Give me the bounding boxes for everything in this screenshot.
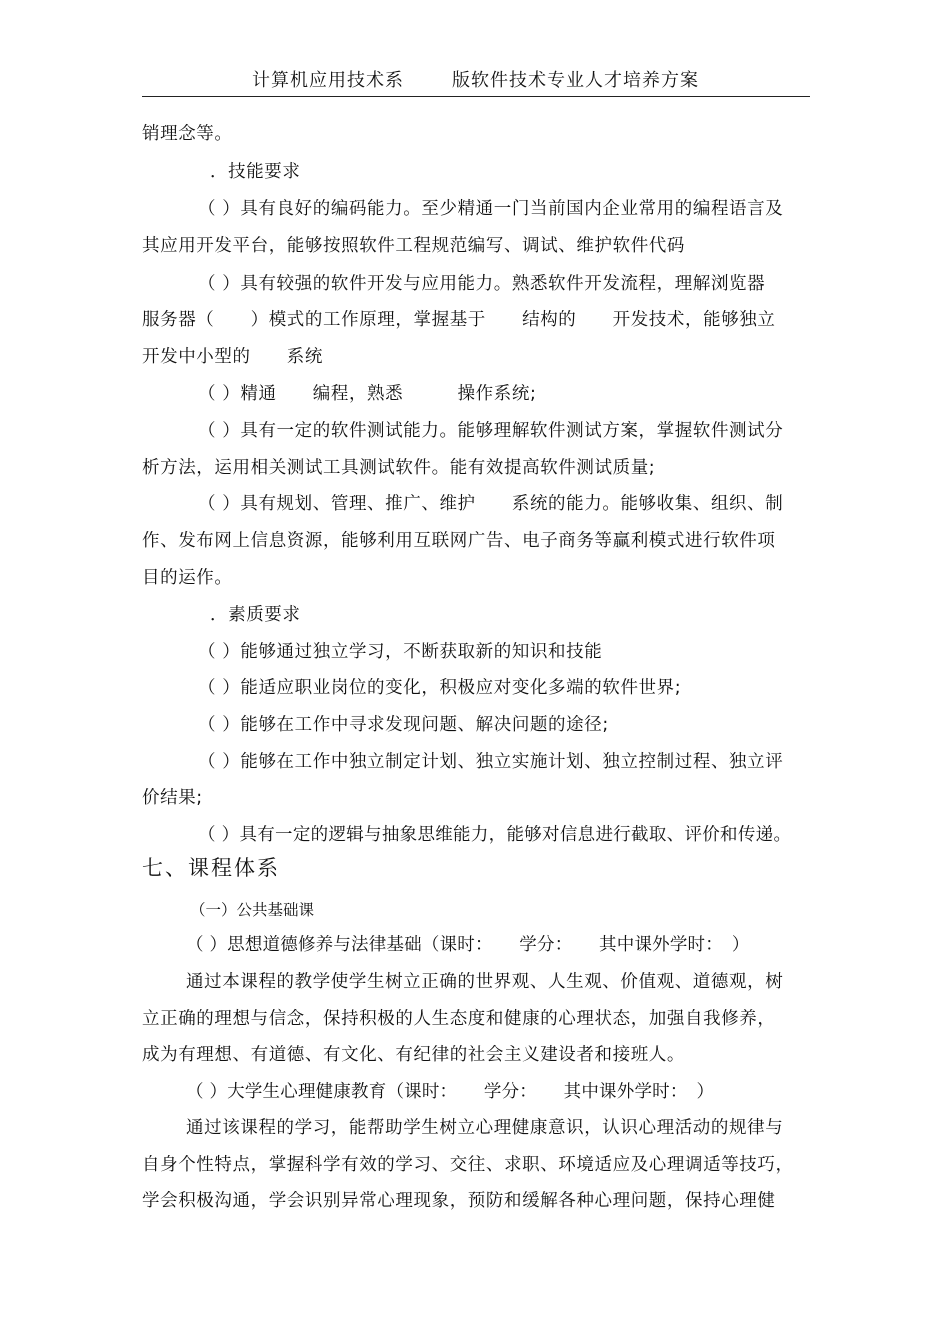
course-title: （ ）大学生心理健康教育（课时： 学分： 其中课外学时： ） <box>186 1082 715 1102</box>
paragraph-line: 目的运作。 <box>142 568 233 588</box>
paragraph-line: 立正确的理想与信念，保持积极的人生态度和健康的心理状态，加强自我修养， <box>142 1009 776 1029</box>
paragraph-line: 析方法，运用相关测试工具测试软件。能有效提高软件测试质量; <box>142 458 656 478</box>
paragraph-line: （ ）具有一定的软件测试能力。能够理解软件测试方案，掌握软件测试分 <box>198 421 784 441</box>
paragraph-line: 其应用开发平台，能够按照软件工程规范编写、调试、维护软件代码 <box>142 236 685 256</box>
paragraph-line: 服务器（ ）模式的工作原理，掌握基于 结构的 开发技术，能够独立 <box>142 310 776 330</box>
page-header <box>142 62 810 97</box>
paragraph-line: 通过本课程的教学使学生树立正确的世界观、人生观、价值观、道德观，树 <box>186 972 784 992</box>
header-department: 计算机应用技术系 <box>252 70 404 91</box>
course-title: （ ）思想道德修养与法律基础（课时： 学分： 其中课外学时： ） <box>186 935 750 955</box>
paragraph-line: 销理念等。 <box>142 124 233 144</box>
paragraph-line: （ ）具有较强的软件开发与应用能力。熟悉软件开发流程，理解浏览器 <box>198 274 766 294</box>
paragraph-line: （ ）能够在工作中寻求发现问题、解决问题的途径; <box>198 715 609 735</box>
paragraph-line: （ ）具有一定的逻辑与抽象思维能力，能够对信息进行截取、评价和传递。 <box>198 825 792 845</box>
paragraph-line: （ ）能够在工作中独立制定计划、独立实施计划、独立控制过程、独立评 <box>198 752 784 772</box>
header-plan-title: 版软件技术专业人才培养方案 <box>452 70 699 91</box>
paragraph-line: （ ）能够通过独立学习，不断获取新的知识和技能 <box>198 642 603 662</box>
paragraph-line: 价结果; <box>142 788 203 808</box>
paragraph-line: 自身个性特点，掌握科学有效的学习、交往、求职、环境适应及心理调适等技巧， <box>142 1155 794 1175</box>
paragraph-line: （ ）具有良好的编码能力。至少精通一门当前国内企业常用的编程语言及 <box>198 199 784 219</box>
paragraph-line: 开发中小型的 系统 <box>142 347 323 367</box>
paragraph-line: （ ）能适应职业岗位的变化，积极应对变化多端的软件世界; <box>198 678 682 698</box>
section-heading: 七、课程体系 <box>142 856 280 880</box>
paragraph-line: 作、发布网上信息资源，能够利用互联网广告、电子商务等赢利模式进行软件项 <box>142 531 776 551</box>
subsection-heading: （一）公共基础课 <box>190 901 315 919</box>
paragraph-line: 成为有理想、有道德、有文化、有纪律的社会主义建设者和接班人。 <box>142 1045 685 1065</box>
subheading-skills: ．技能要求 <box>210 162 301 182</box>
paragraph-line: 学会积极沟通，学会识别异常心理现象，预防和缓解各种心理问题，保持心理健 <box>142 1191 776 1211</box>
subheading-qualities: ．素质要求 <box>210 605 301 625</box>
paragraph-line: 通过该课程的学习，能帮助学生树立心理健康意识，认识心理活动的规律与 <box>186 1118 784 1138</box>
paragraph-line: （ ）精通 编程，熟悉 操作系统; <box>198 384 537 404</box>
paragraph-line: （ ）具有规划、管理、推广、维护 系统的能力。能够收集、组织、制 <box>198 494 784 514</box>
